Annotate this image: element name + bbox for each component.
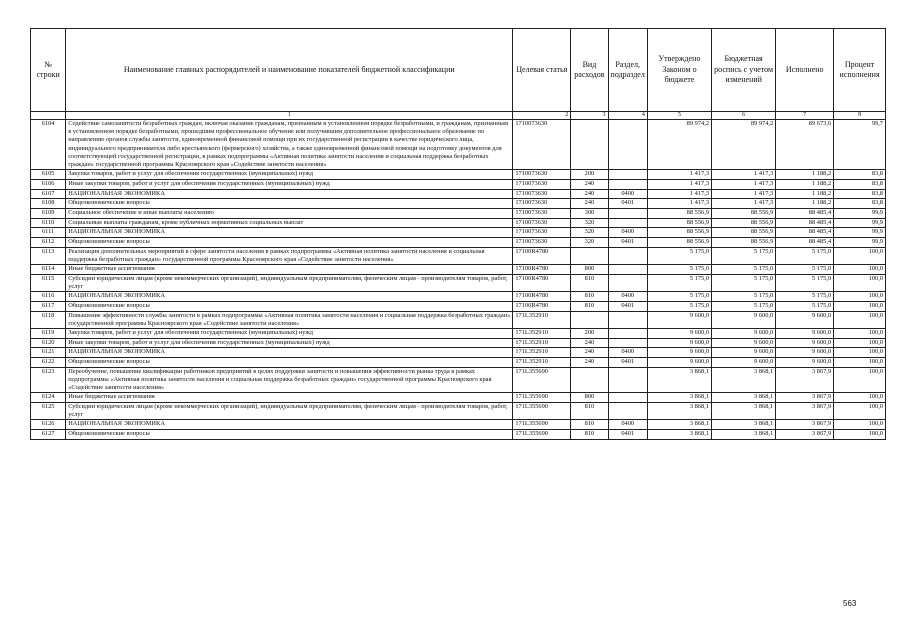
expense-type-cell: 810 <box>571 274 608 291</box>
executed-cell: 1 188,2 <box>776 199 834 209</box>
row-number-cell: 6111 <box>31 228 66 238</box>
section-cell <box>608 338 647 348</box>
table-row <box>31 430 886 440</box>
listing-cell: 3 868,1 <box>712 420 776 430</box>
row-name-cell: Повышение эффективности службы занятости в рамках подпрограммы «Активная политика занятости населения и социальная поддержка безработных граждан» государственной программы Красноярского края «Содействие занятости населения» <box>66 311 513 328</box>
expense-type-cell <box>571 367 608 393</box>
table-row <box>31 301 886 311</box>
row-number-cell: 6124 <box>31 393 66 403</box>
listing-cell: 1 417,3 <box>712 189 776 199</box>
table-row <box>31 338 886 348</box>
executed-cell: 9 600,0 <box>776 338 834 348</box>
row-name-cell: Субсидии юридическим лицам (кроме некоммерческих организаций), индивидуальным предпринимателям, физическим лицам - производителям товаров, работ, услуг <box>66 274 513 291</box>
percent-cell: 100,0 <box>834 393 886 403</box>
target-article-cell: 17100R4780 <box>513 301 571 311</box>
table-row <box>31 358 886 368</box>
row-name-cell: Общеэкономические вопросы <box>66 430 513 440</box>
target-article-cell: 1710073630 <box>513 208 571 218</box>
expense-type-cell: 200 <box>571 329 608 339</box>
expense-type-cell: 810 <box>571 403 608 420</box>
row-number-cell: 6127 <box>31 430 66 440</box>
header-row-number: № строки <box>31 29 66 112</box>
section-cell <box>608 218 647 228</box>
header-section: Раздел, подраздел <box>608 29 647 112</box>
executed-cell: 3 867,9 <box>776 420 834 430</box>
section-cell: 0401 <box>608 301 647 311</box>
table-row <box>31 120 886 170</box>
executed-cell: 1 188,2 <box>776 179 834 189</box>
row-number-cell: 6122 <box>31 358 66 368</box>
col-number-cell: 2 <box>513 112 571 120</box>
percent-cell: 100,0 <box>834 247 886 264</box>
percent-cell: 83,8 <box>834 189 886 199</box>
header-expense-type: Вид расходов <box>571 29 608 112</box>
row-number-cell: 6121 <box>31 348 66 358</box>
percent-cell: 99,9 <box>834 208 886 218</box>
row-name-cell: Общеэкономические вопросы <box>66 358 513 368</box>
table-body <box>31 120 886 440</box>
percent-cell: 100,0 <box>834 338 886 348</box>
row-number-cell: 6123 <box>31 367 66 393</box>
table-row <box>31 189 886 199</box>
listing-cell: 1 417,3 <box>712 170 776 180</box>
table-row <box>31 218 886 228</box>
listing-cell: 5 175,0 <box>712 301 776 311</box>
percent-cell: 100,0 <box>834 274 886 291</box>
executed-cell: 5 175,0 <box>776 274 834 291</box>
executed-cell: 9 600,0 <box>776 358 834 368</box>
section-cell <box>608 179 647 189</box>
row-number-cell: 6112 <box>31 238 66 248</box>
col-number-cell: 6 <box>712 112 776 120</box>
target-article-cell: 171L352910 <box>513 329 571 339</box>
target-article-cell: 171L355690 <box>513 420 571 430</box>
approved-cell: 88 556,9 <box>647 238 711 248</box>
table-row <box>31 199 886 209</box>
percent-cell: 100,0 <box>834 329 886 339</box>
percent-cell: 99,9 <box>834 228 886 238</box>
section-cell <box>608 329 647 339</box>
section-cell <box>608 367 647 393</box>
row-number-cell: 6107 <box>31 189 66 199</box>
listing-cell: 89 974,2 <box>712 120 776 170</box>
expense-type-cell: 240 <box>571 338 608 348</box>
percent-cell: 100,0 <box>834 348 886 358</box>
header-budget-listing: Бюджетная роспись с учетом изменений <box>712 29 776 112</box>
executed-cell: 5 175,0 <box>776 301 834 311</box>
row-number-cell: 6116 <box>31 292 66 302</box>
section-cell <box>608 311 647 328</box>
target-article-cell: 1710073630 <box>513 238 571 248</box>
approved-cell: 3 868,1 <box>647 420 711 430</box>
approved-cell: 89 974,2 <box>647 120 711 170</box>
target-article-cell: 17100R4780 <box>513 265 571 275</box>
expense-type-cell: 240 <box>571 179 608 189</box>
executed-cell: 3 867,9 <box>776 393 834 403</box>
row-name-cell: Субсидии юридическим лицам (кроме некоммерческих организаций), индивидуальным предпринимателям, физическим лицам - производителям товаров, работ, услуг <box>66 403 513 420</box>
listing-cell: 88 556,9 <box>712 208 776 218</box>
expense-type-cell: 800 <box>571 265 608 275</box>
executed-cell: 89 673,6 <box>776 120 834 170</box>
executed-cell: 3 867,9 <box>776 403 834 420</box>
col-number-cell <box>31 112 66 120</box>
table-row <box>31 329 886 339</box>
expense-type-cell: 800 <box>571 393 608 403</box>
section-cell: 0401 <box>608 430 647 440</box>
row-name-cell: Закупка товаров, работ и услуг для обеспечения государственных (муниципальных) нужд <box>66 329 513 339</box>
approved-cell: 1 417,3 <box>647 199 711 209</box>
executed-cell: 9 600,0 <box>776 311 834 328</box>
target-article-cell: 171L352910 <box>513 338 571 348</box>
target-article-cell: 17100R4780 <box>513 292 571 302</box>
row-name-cell: НАЦИОНАЛЬНАЯ ЭКОНОМИКА <box>66 228 513 238</box>
header-executed: Исполнено <box>776 29 834 112</box>
executed-cell: 9 600,0 <box>776 329 834 339</box>
approved-cell: 5 175,0 <box>647 292 711 302</box>
page-number: 563 <box>843 599 857 608</box>
listing-cell: 9 600,0 <box>712 338 776 348</box>
row-name-cell: НАЦИОНАЛЬНАЯ ЭКОНОМИКА <box>66 292 513 302</box>
percent-cell: 99,9 <box>834 218 886 228</box>
row-name-cell: Иные закупки товаров, работ и услуг для обеспечения государственных (муниципальных) нужд <box>66 338 513 348</box>
listing-cell: 88 556,9 <box>712 238 776 248</box>
row-number-cell: 6117 <box>31 301 66 311</box>
executed-cell: 3 867,9 <box>776 430 834 440</box>
percent-cell: 100,0 <box>834 265 886 275</box>
row-number-cell: 6106 <box>31 179 66 189</box>
row-number-cell: 6105 <box>31 170 66 180</box>
table-row <box>31 238 886 248</box>
budget-table <box>30 28 886 440</box>
header-approved: Утверждено Законом о бюджете <box>647 29 711 112</box>
row-number-cell: 6119 <box>31 329 66 339</box>
approved-cell: 9 600,0 <box>647 338 711 348</box>
approved-cell: 1 417,3 <box>647 170 711 180</box>
listing-cell: 9 600,0 <box>712 358 776 368</box>
section-cell <box>608 170 647 180</box>
expense-type-cell <box>571 247 608 264</box>
executed-cell: 9 600,0 <box>776 348 834 358</box>
row-name-cell: Социальные выплаты гражданам, кроме публичных нормативных социальных выплат <box>66 218 513 228</box>
row-number-cell: 6125 <box>31 403 66 420</box>
listing-cell: 5 175,0 <box>712 265 776 275</box>
approved-cell: 3 868,1 <box>647 367 711 393</box>
percent-cell: 99,7 <box>834 120 886 170</box>
approved-cell: 9 600,0 <box>647 358 711 368</box>
approved-cell: 5 175,0 <box>647 301 711 311</box>
section-cell <box>608 274 647 291</box>
approved-cell: 1 417,3 <box>647 179 711 189</box>
executed-cell: 3 867,9 <box>776 367 834 393</box>
expense-type-cell: 320 <box>571 218 608 228</box>
target-article-cell: 17100R4780 <box>513 274 571 291</box>
target-article-cell: 1710073630 <box>513 120 571 170</box>
approved-cell: 88 556,9 <box>647 218 711 228</box>
section-cell: 0401 <box>608 199 647 209</box>
table-row <box>31 274 886 291</box>
executed-cell: 88 485,4 <box>776 238 834 248</box>
row-number-cell: 6120 <box>31 338 66 348</box>
row-number-cell: 6115 <box>31 274 66 291</box>
target-article-cell: 171L355690 <box>513 393 571 403</box>
col-number-cell: 1 <box>66 112 513 120</box>
row-name-cell: Реализация дополнительных мероприятий в сфере занятости населения в рамках подпрограммы «Активная политика занятости населения и социальная поддержка безработных граждан» государственной программы Красноярского края «Содействие занятости населения» <box>66 247 513 264</box>
section-cell: 0400 <box>608 348 647 358</box>
listing-cell: 5 175,0 <box>712 274 776 291</box>
approved-cell: 9 600,0 <box>647 329 711 339</box>
col-number-cell: 4 <box>608 112 647 120</box>
col-number-cell: 8 <box>834 112 886 120</box>
percent-cell: 83,8 <box>834 179 886 189</box>
listing-cell: 1 417,3 <box>712 199 776 209</box>
section-cell: 0400 <box>608 420 647 430</box>
section-cell <box>608 265 647 275</box>
percent-cell: 83,8 <box>834 199 886 209</box>
percent-cell: 100,0 <box>834 420 886 430</box>
row-name-cell: НАЦИОНАЛЬНАЯ ЭКОНОМИКА <box>66 348 513 358</box>
row-name-cell: Закупка товаров, работ и услуг для обеспечения государственных (муниципальных) нужд <box>66 170 513 180</box>
header-target-article: Целевая статья <box>513 29 571 112</box>
listing-cell: 88 556,9 <box>712 228 776 238</box>
target-article-cell: 1710073630 <box>513 218 571 228</box>
column-number-row <box>31 112 886 120</box>
header-name: Наименование главных распорядителей и наименование показателей бюджетной классификации <box>66 29 513 112</box>
table-row <box>31 311 886 328</box>
row-number-cell: 6104 <box>31 120 66 170</box>
approved-cell: 88 556,9 <box>647 208 711 218</box>
target-article-cell: 17100R4780 <box>513 247 571 264</box>
target-article-cell: 171L355690 <box>513 403 571 420</box>
expense-type-cell: 320 <box>571 228 608 238</box>
col-number-cell: 5 <box>647 112 711 120</box>
executed-cell: 5 175,0 <box>776 292 834 302</box>
listing-cell: 9 600,0 <box>712 329 776 339</box>
section-cell: 0401 <box>608 358 647 368</box>
listing-cell: 88 556,9 <box>712 218 776 228</box>
expense-type-cell: 240 <box>571 358 608 368</box>
approved-cell: 5 175,0 <box>647 274 711 291</box>
approved-cell: 3 868,1 <box>647 393 711 403</box>
executed-cell: 88 485,4 <box>776 208 834 218</box>
row-name-cell: Переобучение, повышение квалификации работников предприятий в целях поддержки занятости и повышения эффективности рынка труда в рамках подпрограммы «Активная политика занятости населения и социальная поддержка безработных граждан» государственной программы Красноярского края «Содействие занятости населения» <box>66 367 513 393</box>
expense-type-cell: 810 <box>571 430 608 440</box>
row-name-cell: Иные бюджетные ассигнования <box>66 393 513 403</box>
col-number-cell: 3 <box>571 112 608 120</box>
header-percent: Процент исполнения <box>834 29 886 112</box>
row-name-cell: Общеэкономические вопросы <box>66 301 513 311</box>
section-cell <box>608 208 647 218</box>
approved-cell: 3 868,1 <box>647 430 711 440</box>
target-article-cell: 171L352910 <box>513 311 571 328</box>
section-cell: 0400 <box>608 292 647 302</box>
approved-cell: 3 868,1 <box>647 403 711 420</box>
table-row <box>31 170 886 180</box>
target-article-cell: 171L352910 <box>513 358 571 368</box>
percent-cell: 100,0 <box>834 358 886 368</box>
row-name-cell: Иные закупки товаров, работ и услуг для обеспечения государственных (муниципальных) нужд <box>66 179 513 189</box>
listing-cell: 3 868,1 <box>712 430 776 440</box>
expense-type-cell: 320 <box>571 238 608 248</box>
row-number-cell: 6126 <box>31 420 66 430</box>
approved-cell: 9 600,0 <box>647 348 711 358</box>
row-number-cell: 6109 <box>31 208 66 218</box>
percent-cell: 100,0 <box>834 403 886 420</box>
percent-cell: 83,8 <box>834 170 886 180</box>
table-row <box>31 292 886 302</box>
executed-cell: 88 485,4 <box>776 218 834 228</box>
target-article-cell: 171L355690 <box>513 367 571 393</box>
row-name-cell: Социальное обеспечение и иные выплаты населению <box>66 208 513 218</box>
percent-cell: 100,0 <box>834 311 886 328</box>
listing-cell: 3 868,1 <box>712 403 776 420</box>
header-row <box>31 29 886 112</box>
table-row <box>31 247 886 264</box>
row-number-cell: 6118 <box>31 311 66 328</box>
section-cell <box>608 393 647 403</box>
listing-cell: 9 600,0 <box>712 348 776 358</box>
approved-cell: 88 556,9 <box>647 228 711 238</box>
table-row <box>31 208 886 218</box>
executed-cell: 1 188,2 <box>776 170 834 180</box>
percent-cell: 99,9 <box>834 238 886 248</box>
row-name-cell: Иные бюджетные ассигнования <box>66 265 513 275</box>
expense-type-cell: 810 <box>571 420 608 430</box>
section-cell: 0400 <box>608 189 647 199</box>
row-number-cell: 6114 <box>31 265 66 275</box>
row-number-cell: 6113 <box>31 247 66 264</box>
percent-cell: 100,0 <box>834 301 886 311</box>
section-cell <box>608 120 647 170</box>
target-article-cell: 1710073630 <box>513 179 571 189</box>
table-row <box>31 348 886 358</box>
row-name-cell: Общеэкономические вопросы <box>66 238 513 248</box>
expense-type-cell: 240 <box>571 348 608 358</box>
listing-cell: 9 600,0 <box>712 311 776 328</box>
percent-cell: 100,0 <box>834 430 886 440</box>
listing-cell: 5 175,0 <box>712 292 776 302</box>
listing-cell: 5 175,0 <box>712 247 776 264</box>
row-name-cell: Содействие самозанятости безработных граждан, включая оказание гражданам, признанным в установленном порядке безработными, и гражданам, признанным в установленном порядке безработными, прошедшим профессиональное обучение или получившим дополнительное профессиональное образование по направлению органов службы занятости, единовременной финансовой помощи при их государственной регистрации в качестве юридического лица, индивидуального предпринимателя либо крестьянского (фермерского) хозяйства, а также единовременной финансовой помощи на подготовку документов для соответствующей государственной регистрации, в рамках подпрограммы «Активная политика занятости населения и социальная поддержка безработных граждан» государственной программы Красноярского края «Содействие занятости населения» <box>66 120 513 170</box>
table-row <box>31 393 886 403</box>
table-row <box>31 403 886 420</box>
table-row <box>31 367 886 393</box>
expense-type-cell <box>571 120 608 170</box>
row-number-cell: 6110 <box>31 218 66 228</box>
approved-cell: 1 417,3 <box>647 189 711 199</box>
row-name-cell: НАЦИОНАЛЬНАЯ ЭКОНОМИКА <box>66 189 513 199</box>
expense-type-cell: 810 <box>571 292 608 302</box>
section-cell <box>608 247 647 264</box>
target-article-cell: 1710073630 <box>513 189 571 199</box>
table-row <box>31 420 886 430</box>
listing-cell: 3 868,1 <box>712 393 776 403</box>
expense-type-cell: 240 <box>571 199 608 209</box>
percent-cell: 100,0 <box>834 367 886 393</box>
listing-cell: 3 868,1 <box>712 367 776 393</box>
section-cell: 0401 <box>608 238 647 248</box>
listing-cell: 1 417,3 <box>712 179 776 189</box>
target-article-cell: 171L355690 <box>513 430 571 440</box>
section-cell <box>608 403 647 420</box>
target-article-cell: 1710073630 <box>513 170 571 180</box>
expense-type-cell: 240 <box>571 189 608 199</box>
executed-cell: 88 485,4 <box>776 228 834 238</box>
section-cell: 0400 <box>608 228 647 238</box>
target-article-cell: 171L352910 <box>513 348 571 358</box>
row-name-cell: Общеэкономические вопросы <box>66 199 513 209</box>
target-article-cell: 1710073630 <box>513 199 571 209</box>
percent-cell: 100,0 <box>834 292 886 302</box>
row-name-cell: НАЦИОНАЛЬНАЯ ЭКОНОМИКА <box>66 420 513 430</box>
expense-type-cell <box>571 311 608 328</box>
expense-type-cell: 810 <box>571 301 608 311</box>
approved-cell: 5 175,0 <box>647 247 711 264</box>
col-number-cell: 7 <box>776 112 834 120</box>
approved-cell: 5 175,0 <box>647 265 711 275</box>
table-row <box>31 265 886 275</box>
table-row <box>31 228 886 238</box>
executed-cell: 5 175,0 <box>776 265 834 275</box>
executed-cell: 5 175,0 <box>776 247 834 264</box>
row-number-cell: 6108 <box>31 199 66 209</box>
approved-cell: 9 600,0 <box>647 311 711 328</box>
expense-type-cell: 200 <box>571 170 608 180</box>
expense-type-cell: 300 <box>571 208 608 218</box>
table-row <box>31 179 886 189</box>
target-article-cell: 1710073630 <box>513 228 571 238</box>
executed-cell: 1 188,2 <box>776 189 834 199</box>
